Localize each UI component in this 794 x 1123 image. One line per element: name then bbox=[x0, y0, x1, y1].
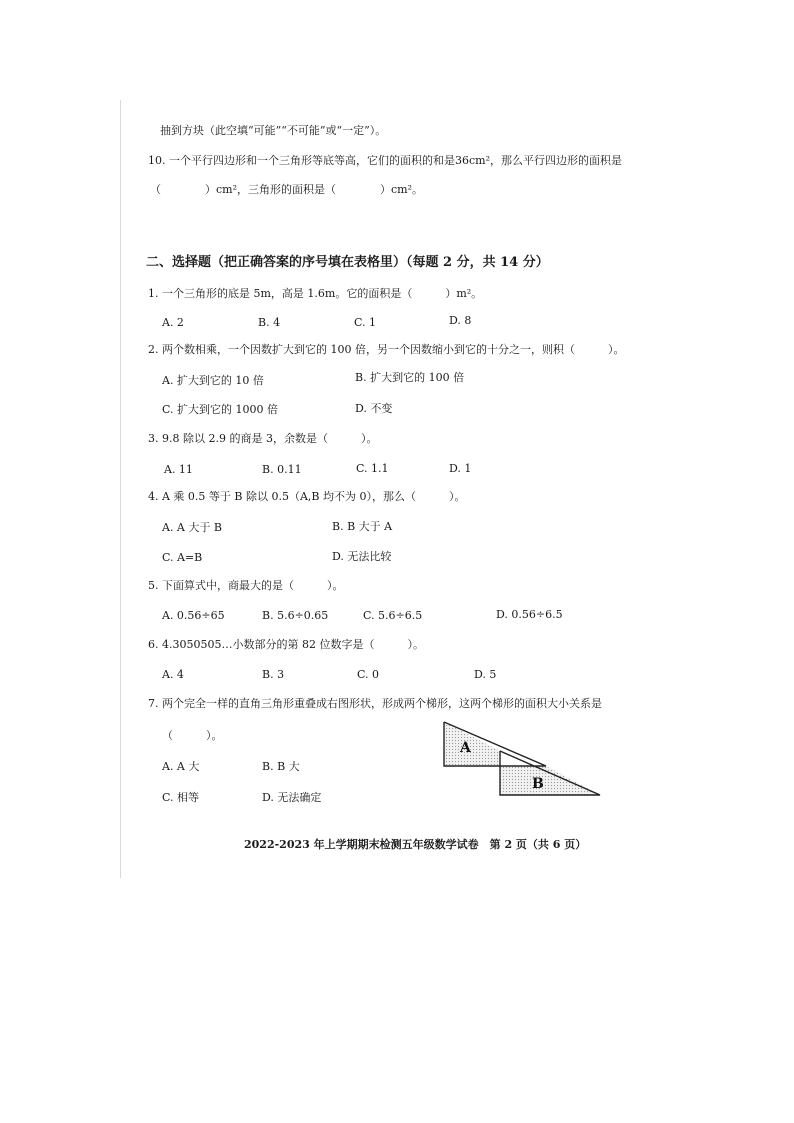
question-3-option-c: C. 1.1 bbox=[356, 462, 389, 475]
question-2-option-c: C. 扩大到它的 1000 倍 bbox=[162, 403, 279, 416]
question-7-stem-answer-blank: （ ）。 bbox=[162, 729, 223, 742]
question-3-stem: 3. 9.8 除以 2.9 的商是 3，余数是（ ）。 bbox=[148, 432, 378, 445]
question-4-option-d: D. 无法比较 bbox=[332, 550, 392, 563]
trapezoid-a bbox=[444, 722, 500, 766]
triangle-figure-svg bbox=[442, 718, 604, 800]
question-4-option-b: B. B 大于 A bbox=[332, 520, 393, 533]
page-edge-line bbox=[120, 100, 121, 878]
question-1-option-d: D. 8 bbox=[449, 314, 472, 327]
question-5-option-c: C. 5.6÷6.5 bbox=[363, 609, 423, 622]
question-1-option-a: A. 2 bbox=[162, 316, 184, 329]
question-1-option-c: C. 1 bbox=[354, 316, 377, 329]
question-7-option-b: B. B 大 bbox=[262, 760, 300, 773]
question-4-option-a: A. A 大于 B bbox=[162, 521, 222, 534]
question-3-option-b: B. 0.11 bbox=[262, 463, 302, 476]
question-6-option-d: D. 5 bbox=[474, 668, 497, 681]
question-6-option-b: B. 3 bbox=[262, 668, 285, 681]
question-10-line1: 10. 一个平行四边形和一个三角形等底等高，它们的面积的和是36cm²，那么平行四边形的面积是 bbox=[148, 154, 622, 167]
question-3-option-a: A. 11 bbox=[164, 463, 193, 476]
question-6-stem: 6. 4.3050505…小数部分的第 82 位数字是（ ）。 bbox=[148, 638, 424, 651]
question-10-line2: （ ）cm²，三角形的面积是（ ）cm²。 bbox=[150, 183, 424, 196]
page-footer: 2022-2023 年上学期期末检测五年级数学试卷 第 2 页（共 6 页） bbox=[244, 838, 587, 851]
question-2-option-b: B. 扩大到它的 100 倍 bbox=[355, 371, 465, 384]
question-2-stem: 2. 两个数相乘，一个因数扩大到它的 100 倍，另一个因数缩小到它的十分之一，则积（ ）。 bbox=[148, 343, 625, 356]
triangle-figure bbox=[442, 718, 604, 804]
question-7-option-d: D. 无法确定 bbox=[262, 791, 322, 804]
question-3-option-d: D. 1 bbox=[449, 462, 472, 475]
figure-label-b: B bbox=[532, 776, 544, 792]
question-7-stem: 7. 两个完全一样的直角三角形重叠成右图形状，形成两个梯形，这两个梯形的面积大小关系是 bbox=[148, 697, 602, 710]
question-5-option-b: B. 5.6÷0.65 bbox=[262, 609, 329, 622]
section-heading: 二、选择题（把正确答案的序号填在表格里）（每题 2 分，共 14 分） bbox=[146, 255, 549, 270]
figure-label-a: A bbox=[460, 740, 471, 756]
question-7-option-a: A. A 大 bbox=[162, 760, 200, 773]
question-2-option-a: A. 扩大到它的 10 倍 bbox=[162, 374, 264, 387]
question-4-option-c: C. A=B bbox=[162, 551, 203, 564]
trapezoid-b bbox=[500, 766, 600, 795]
question-1-option-b: B. 4 bbox=[258, 316, 281, 329]
question-9-tail: 抽到方块（此空填“可能”“不可能”或“一定”）。 bbox=[160, 124, 387, 137]
question-6-option-c: C. 0 bbox=[357, 668, 380, 681]
question-6-option-a: A. 4 bbox=[162, 668, 184, 681]
question-1-stem: 1. 一个三角形的底是 5m，高是 1.6m。它的面积是（ ）m²。 bbox=[148, 287, 483, 300]
question-5-option-d: D. 0.56÷6.5 bbox=[496, 608, 563, 621]
question-5-stem: 5. 下面算式中，商最大的是（ ）。 bbox=[148, 579, 344, 592]
question-7-option-c: C. 相等 bbox=[162, 791, 200, 804]
question-2-option-d: D. 不变 bbox=[355, 402, 393, 415]
question-4-stem: 4. A 乘 0.5 等于 B 除以 0.5（A,B 均不为 0），那么（ ）。 bbox=[148, 490, 466, 503]
question-5-option-a: A. 0.56÷65 bbox=[162, 609, 225, 622]
